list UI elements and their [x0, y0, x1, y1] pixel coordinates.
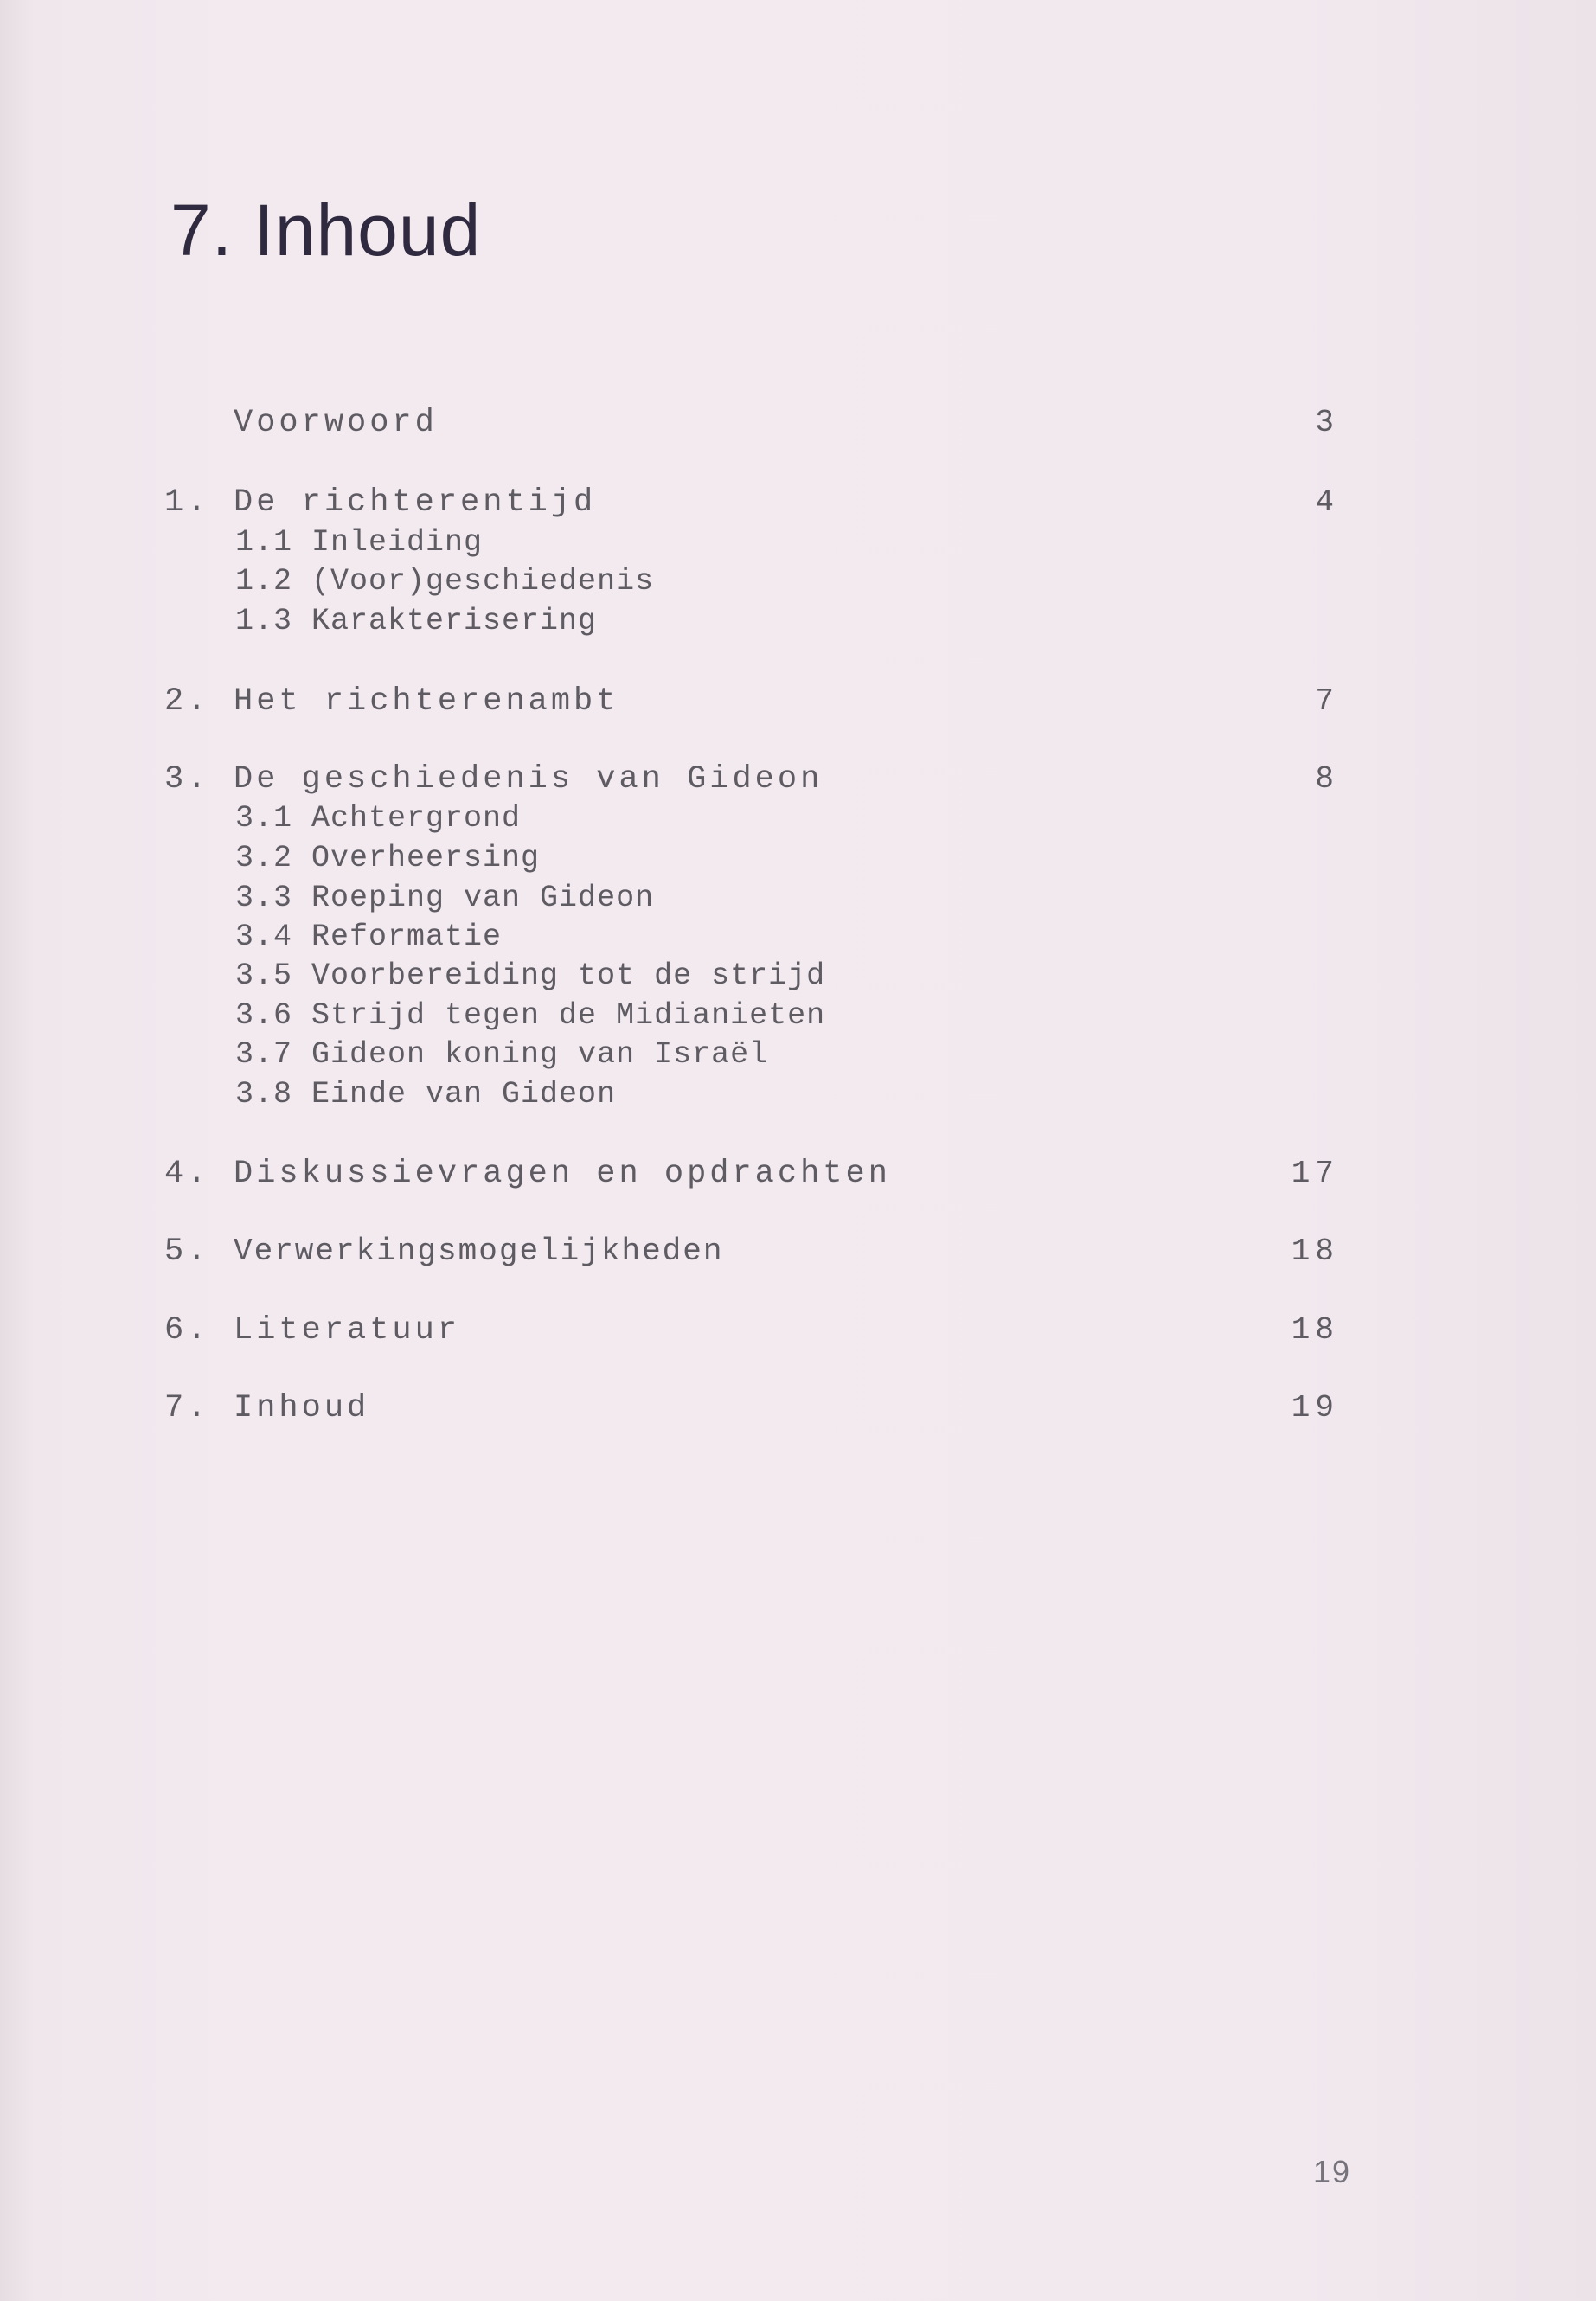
- toc-subentry: 3.2 Overheersing: [235, 841, 541, 875]
- toc-entry-chapter-7: [0, 1390, 1596, 1432]
- page-title: 7. Inhoud: [170, 189, 482, 271]
- toc-entry-page: 8: [1315, 761, 1339, 797]
- toc-entry-chapter-6: [0, 1312, 1596, 1354]
- toc-entry-title: Diskussievragen en opdrachten: [234, 1156, 891, 1192]
- toc-entry-page: 4: [1315, 484, 1339, 520]
- toc-entry-title: Literatuur: [234, 1312, 461, 1349]
- toc-subentry: 3.8 Einde van Gideon: [235, 1077, 617, 1112]
- toc-subentry: 3.1 Achtergrond: [235, 801, 522, 836]
- toc-subentry: 1.1 Inleiding: [235, 525, 484, 560]
- toc-entry-title: De geschiedenis van Gideon: [234, 761, 824, 798]
- toc-entry-title: De richterentijd: [234, 484, 597, 521]
- toc-entry-number: 1.: [164, 484, 210, 521]
- toc-entry-page: 18: [1291, 1312, 1339, 1348]
- page-number: 19: [1313, 2154, 1352, 2189]
- toc-entry-title: Het richterenambt: [234, 683, 619, 720]
- toc-subentry: 3.3 Roeping van Gideon: [235, 881, 655, 915]
- toc-subentry: 1.3 Karakterisering: [235, 604, 598, 638]
- toc-entry-number: 2.: [164, 683, 210, 720]
- toc-subentry: 3.6 Strijd tegen de Midianieten: [235, 998, 826, 1033]
- toc-subentry: 1.2 (Voor)geschiedenis: [235, 564, 655, 599]
- toc-subentry: 3.5 Voorbereiding tot de strijd: [235, 958, 826, 993]
- toc-entry-title: Voorwoord: [234, 405, 438, 441]
- toc-entry-number: 4.: [164, 1156, 210, 1192]
- toc-subentry: 3.4 Reformatie: [235, 920, 503, 954]
- toc-entry-page: 7: [1315, 683, 1339, 719]
- toc-entry-page: 3: [1315, 405, 1339, 440]
- toc-subentry: 3.7 Gideon koning van Israël: [235, 1037, 769, 1072]
- toc-entry-page: 19: [1291, 1390, 1339, 1426]
- toc-entry-chapter-5: [0, 1234, 1596, 1275]
- toc-entry-title: Inhoud: [234, 1390, 370, 1426]
- toc-entry-chapter-1: [0, 484, 1596, 526]
- toc-entry-chapter-2: [0, 683, 1596, 725]
- toc-entry-number: 5.: [164, 1234, 210, 1270]
- toc-entry-voorwoord: [0, 405, 1596, 446]
- toc-entry-number: 3.: [164, 761, 210, 798]
- toc-entry-number: 6.: [164, 1312, 210, 1349]
- toc-entry-title: Verwerkingsmogelijkheden: [234, 1234, 724, 1269]
- toc-entry-number: 7.: [164, 1390, 210, 1426]
- toc-entry-page: 17: [1291, 1156, 1339, 1191]
- toc-entry-chapter-3: [0, 761, 1596, 803]
- toc-entry-chapter-4: [0, 1156, 1596, 1197]
- toc-entry-page: 18: [1291, 1234, 1339, 1269]
